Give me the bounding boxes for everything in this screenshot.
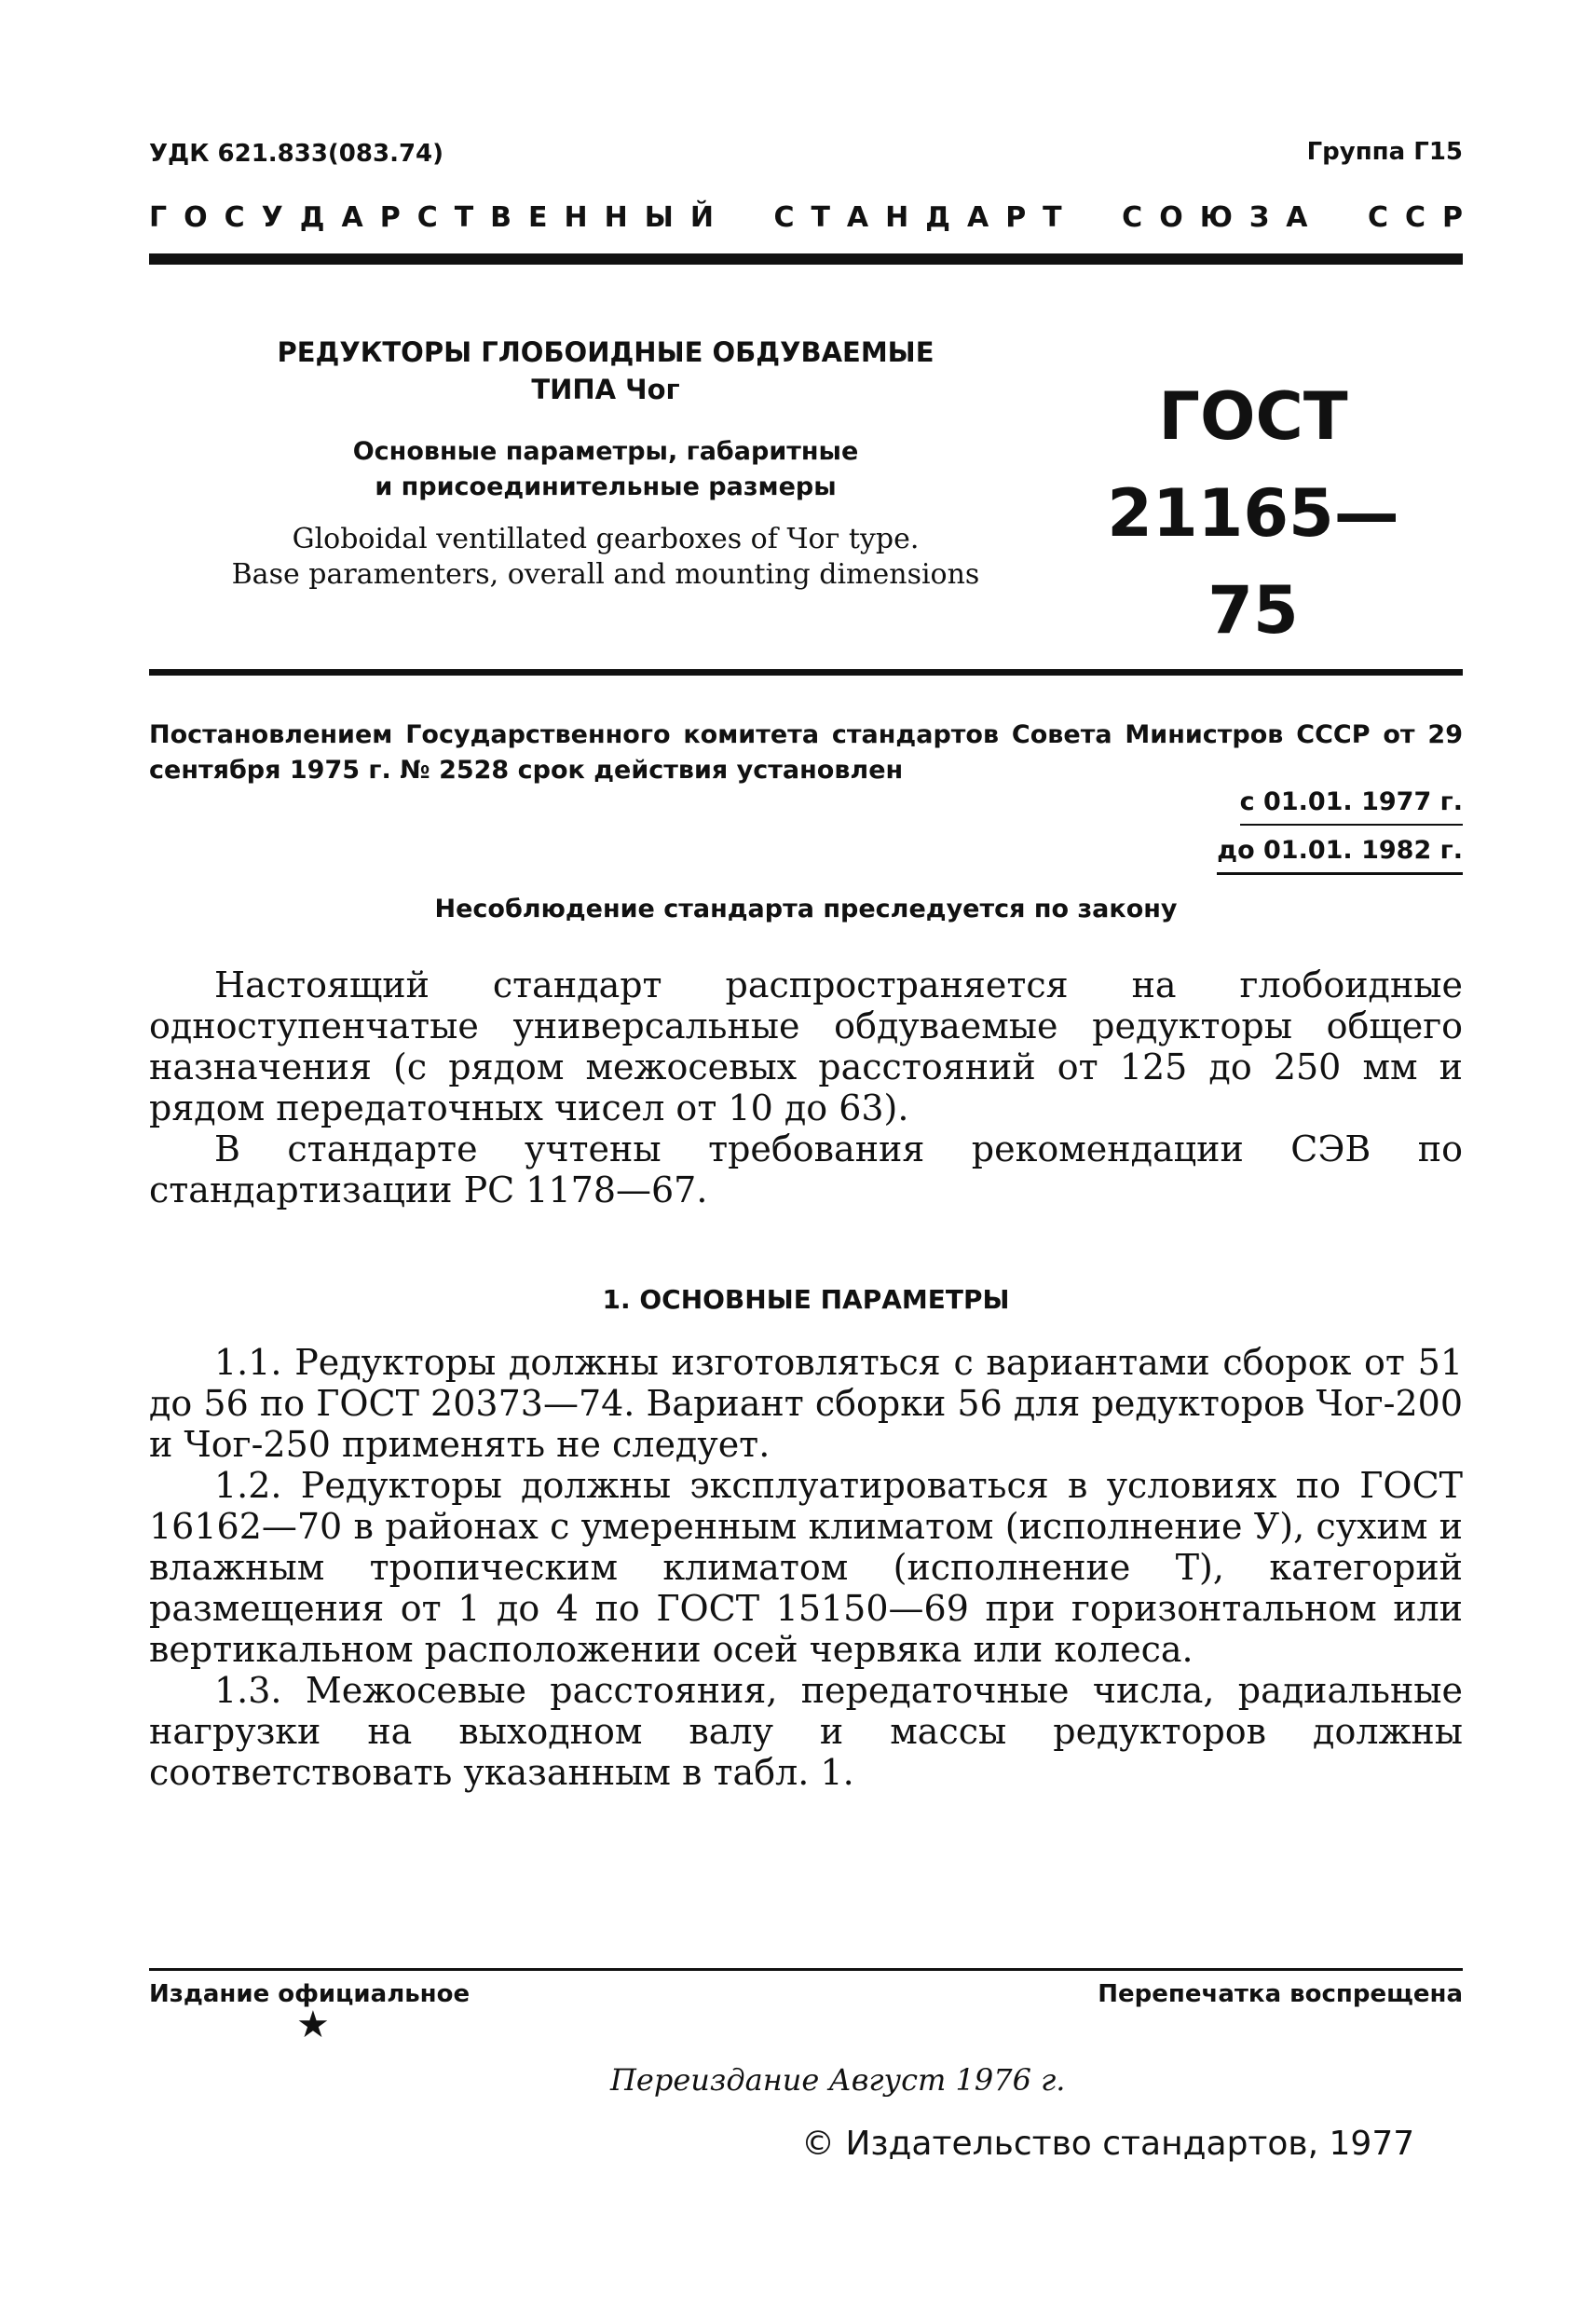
title-line-1: РЕДУКТОРЫ ГЛОБОИДНЫЕ ОБДУВАЕМЫЕ (277, 336, 934, 368)
gost-number: 21165—75 (1107, 475, 1399, 649)
valid-to: до 01.01. 1982 г. (1217, 833, 1463, 875)
copyright: © Издательство стандартов, 1977 (801, 2125, 1415, 2163)
subtitle-line-2: и присоединительные размеры (375, 472, 837, 501)
section-heading: 1. ОСНОВНЫЕ ПАРАМЕТРЫ (602, 1284, 1010, 1315)
subtitle-line-1: Основные параметры, габаритные (352, 437, 859, 466)
section-1-text (149, 1342, 1463, 1793)
clause-1-3: 1.3. Межосевые расстояния, передаточные числа, радиальные нагрузки на выходном валу и массы редукторов должны соответствовать указанным в табл. 1. (149, 1670, 1463, 1793)
english-title-line-1: Globoidal ventillated gearboxes of Чог type. (292, 523, 920, 555)
valid-from: с 01.01. 1977 г. (1240, 785, 1463, 826)
intro-paragraph-1: Настоящий стандарт распространяется на глобоидные одноступенчатые универсальные обдуваемые редукторы общего назначения (с рядом межосевых расстояний от 125 до 250 мм и рядом передаточных чисел от 10 до 63). (149, 964, 1463, 1128)
reprint-forbidden: Перепечатка воспрещена (1098, 1980, 1463, 2008)
gost-label: ГОСТ (1158, 378, 1348, 455)
title-rule (149, 669, 1463, 676)
violation-notice: Несоблюдение стандарта преследуется по закону (434, 895, 1178, 923)
state-standard-banner (149, 201, 1480, 234)
star-icon: ★ (296, 2003, 330, 2046)
clause-1-2: 1.2. Редукторы должны эксплуатироваться в условиях по ГОСТ 16162—70 в районах с умеренным климатом (исполнение У), сухим и влажным тропическим климатом (исполнение Т), категорий размещения от 1 до 4 по ГОСТ 15150—69 при горизонтальном или вертикальном расположении осей червяка или колеса. (149, 1465, 1463, 1670)
banner-word-2: СТАНДАРТ (773, 201, 1079, 234)
subtitle (186, 434, 1025, 505)
banner-word-1: ГОСУДАРСТВЕННЫЙ (149, 201, 730, 234)
decree-text: Постановлением Государственного комитета стандартов Совета Министров СССР от 29 сентября 1975 г. № 2528 срок действия установлен (149, 720, 1463, 785)
udk-code: УДК 621.833(083.74) (149, 140, 444, 168)
banner-word-4: ССР (1367, 201, 1480, 234)
intro-paragraph-2: В стандарте учтены требования рекомендации СЭВ по стандартизации РС 1178—67. (149, 1128, 1463, 1210)
official-edition: Издание официальное (149, 1980, 471, 2008)
english-title (186, 522, 1025, 593)
english-title-line-2: Base paramenters, overall and mounting dimensions (231, 558, 980, 591)
header-rule (149, 253, 1463, 265)
reissue-note: Переиздание Август 1976 г. (610, 2062, 1066, 2098)
banner-word-3: СОЮЗА (1122, 201, 1325, 234)
group-code: Группа Г15 (1306, 138, 1463, 166)
title-block (186, 334, 1025, 593)
gost-designation (1085, 368, 1421, 659)
intro-text (149, 964, 1463, 1210)
validity-dates (1217, 785, 1463, 882)
clause-1-1: 1.1. Редукторы должны изготовляться с вариантами сборок от 51 до 56 по ГОСТ 20373—74. Вариант сборки 56 для редукторов Чог-200 и Чог-250 применять не следует. (149, 1342, 1463, 1465)
footer-rule (149, 1968, 1463, 1971)
title-line-2: ТИПА Чог (531, 374, 680, 405)
